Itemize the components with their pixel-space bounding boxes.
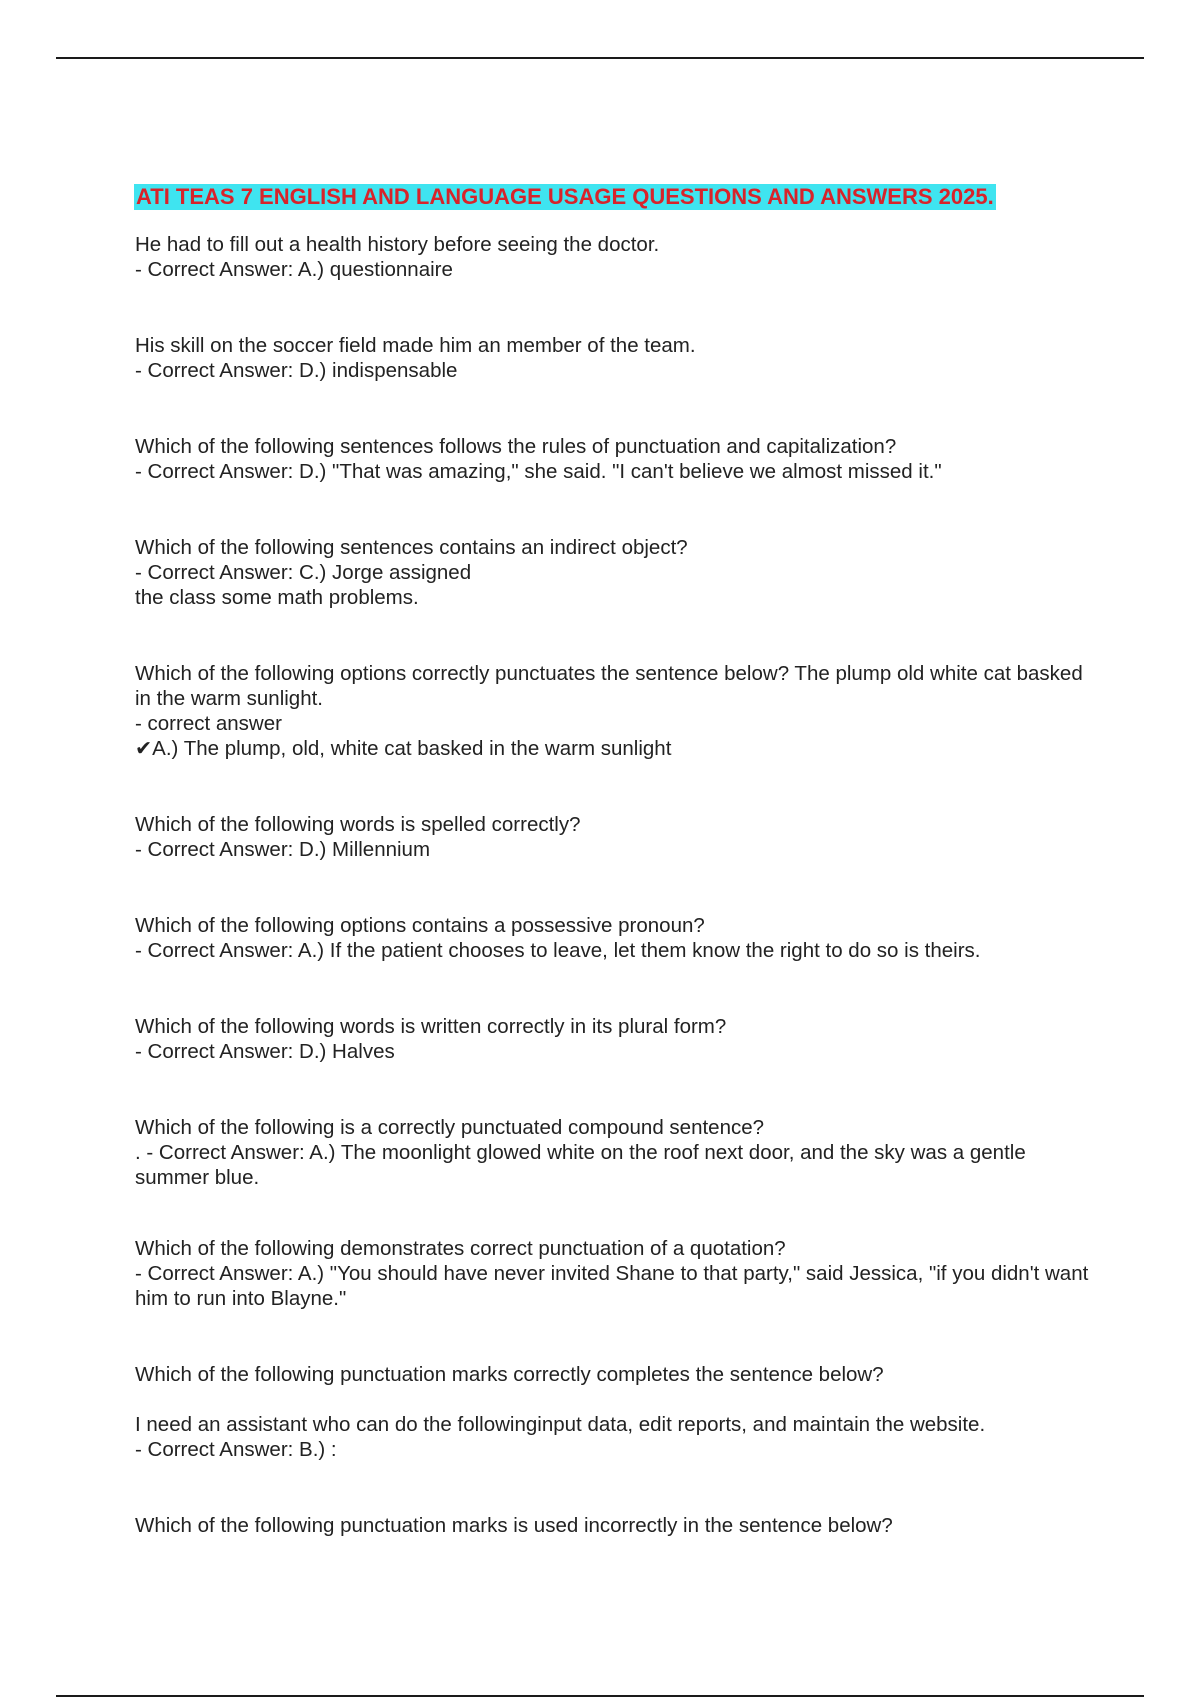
question-prompt: I need an assistant who can do the followinginput data, edit reports, and maintain the website. (135, 1413, 986, 1436)
question-text: Which of the following demonstrates correct punctuation of a quotation? (135, 1237, 786, 1260)
qa-item-6 (135, 812, 1095, 862)
question-text: Which of the following options contains a possessive pronoun? (135, 914, 705, 937)
qa-item-1 (135, 232, 1095, 282)
question-text: Which of the following punctuation marks correctly completes the sentence below? (135, 1363, 884, 1386)
qa-item-8 (135, 1014, 1095, 1064)
question-text: Which of the following words is written correctly in its plural form? (135, 1015, 727, 1038)
qa-item-5 (135, 661, 1095, 761)
answer-text: - Correct Answer: A.) "You should have never invited Shane to that party," said Jessica, "if you didn't want him to run into Blayne." (135, 1262, 1089, 1310)
qa-item-7 (135, 913, 1095, 963)
blank-line (135, 1387, 1095, 1412)
document-body (135, 184, 1095, 1538)
question-text: He had to fill out a health history before seeing the doctor. (135, 233, 660, 256)
question-text: Which of the following sentences follows the rules of punctuation and capitalization? (135, 435, 897, 458)
qa-item-9 (135, 1115, 1095, 1190)
answer-text: - Correct Answer: D.) Millennium (135, 838, 431, 861)
answer-text-continued: the class some math problems. (135, 586, 419, 609)
question-text: Which of the following words is spelled correctly? (135, 813, 581, 836)
answer-text: - Correct Answer: A.) If the patient chooses to leave, let them know the right to do so is theirs. (135, 939, 981, 962)
answer-text: ✔A.) The plump, old, white cat basked in the warm sunlight (135, 737, 672, 760)
question-text: Which of the following sentences contains an indirect object? (135, 536, 688, 559)
question-text: Which of the following punctuation marks is used incorrectly in the sentence below? (135, 1514, 893, 1537)
qa-item-2 (135, 333, 1095, 383)
qa-item-10 (135, 1236, 1095, 1311)
question-text: His skill on the soccer field made him an member of the team. (135, 334, 696, 357)
footer-rule (56, 1695, 1144, 1697)
header-rule (56, 57, 1144, 59)
answer-text: - Correct Answer: A.) questionnaire (135, 258, 453, 281)
answer-text: . - Correct Answer: A.) The moonlight glowed white on the roof next door, and the sky was a gentle summer blue. (135, 1141, 1026, 1189)
answer-text: - Correct Answer: D.) Halves (135, 1040, 395, 1063)
answer-label: - correct answer (135, 712, 282, 735)
answer-text: - Correct Answer: D.) indispensable (135, 359, 458, 382)
qa-item-3 (135, 434, 1095, 484)
qa-item-11 (135, 1362, 1095, 1462)
qa-item-12 (135, 1513, 1095, 1538)
document-title: ATI TEAS 7 ENGLISH AND LANGUAGE USAGE QUESTIONS AND ANSWERS 2025. (136, 184, 994, 209)
question-text: Which of the following options correctly punctuates the sentence below? The plump old white cat basked in the warm sunlight. (135, 662, 1083, 710)
answer-text: - Correct Answer: D.) "That was amazing," she said. "I can't believe we almost missed it." (135, 460, 942, 483)
question-text: Which of the following is a correctly punctuated compound sentence? (135, 1116, 765, 1139)
qa-item-4 (135, 535, 1095, 610)
answer-text: - Correct Answer: B.) : (135, 1438, 337, 1461)
answer-text: - Correct Answer: C.) Jorge assigned (135, 561, 472, 584)
